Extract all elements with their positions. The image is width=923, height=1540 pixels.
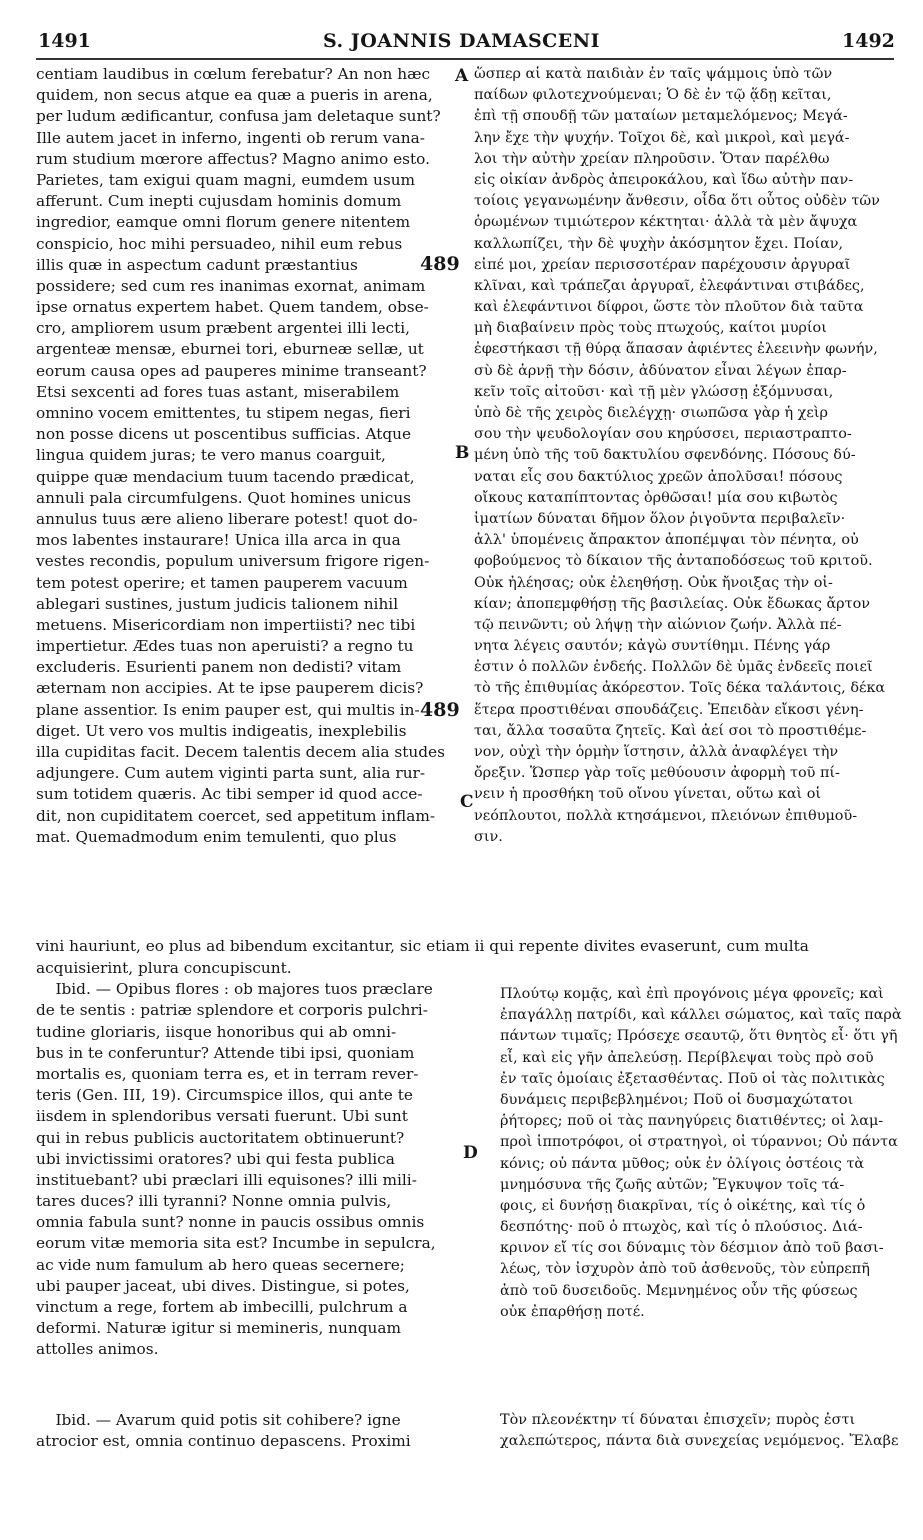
latin-text-line: æternam non accipies. At te ipse pauperem dicis? <box>36 679 424 698</box>
left-page-number: 1491 <box>38 30 91 52</box>
latin-text-line: tem potest operire; et tamen pauperem vacuum <box>36 573 408 592</box>
latin-text-line: omnia fabula sunt? nonne in paucis ossibus omnis <box>36 1213 425 1232</box>
greek-text-line: δεσπότης· ποῦ ὁ πτωχὸς, καὶ τίς ὁ πλούσιος. Διά- <box>500 1219 863 1236</box>
latin-text-line: de te sentis : patriæ splendore et corporis pulchri- <box>36 1001 428 1020</box>
greek-column-middle <box>500 984 902 1323</box>
greek-text-line: καὶ ἐλεφάντινοι δίφροι, ὥστε τὸν πλοῦτον διὰ ταῦτα <box>474 299 864 316</box>
latin-text-line: ablegari sustines, justum judicis talionem nihil <box>36 594 399 613</box>
greek-text-line: κρινον εἴ τίς σοι δύναμις τὸν δέσμιον ἀπὸ τοῦ βασι- <box>500 1240 884 1257</box>
latin-text-line: mos labentes instaurare! Unica illa arca in qua <box>36 531 401 550</box>
greek-text-line: εἶ, καὶ εἰς γῆν ἀπελεύσῃ. Περίβλεψαι τοὺς πρὸ σοῦ <box>500 1049 874 1066</box>
latin-text-line: illis quæ in aspectum cadunt præstantius <box>36 255 358 274</box>
latin-text-line: eorum causa opes ad pauperes minime transeant? <box>36 361 427 380</box>
greek-text-line: παίδων φιλοτεχνούμεναι; Ὁ δὲ ἐν τῷ ᾅδῃ κεῖται, <box>474 87 832 104</box>
greek-text-line: νειν ἡ προσθήκη τοῦ οἴνου γίνεται, οὕτω καὶ οἱ <box>474 786 822 803</box>
greek-text-line: εἰπέ μοι, χρείαν περισσοτέραν παρέχουσιν ἀργυραῖ <box>474 256 851 273</box>
greek-text-line: τὸ τῆς ἐπιθυμίας ἀκόρεστον. Τοῖς δέκα ταλάντοις, δέκα <box>474 680 886 697</box>
latin-text-line: impertietur. Ædes tuas non aperuisti? a regno tu <box>36 637 414 656</box>
greek-text-line: νητα λέγεις σαυτόν; κἀγὼ συντίθημι. Πένης γάρ <box>474 638 831 655</box>
greek-text-line: Τὸν πλεονέκτην τί δύναται ἐπισχεῖν; πυρὸς ἐστι <box>500 1412 856 1428</box>
latin-text-line: diget. Ut vero vos multis indigeatis, inexplebilis <box>36 721 407 740</box>
latin-text-line: mat. Quemadmodum enim temulenti, quo plus <box>36 827 397 846</box>
greek-text-line: ὥσπερ αἱ κατὰ παιδιὰν ἐν ταῖς ψάμμοις ὑπὸ τῶν <box>474 66 833 82</box>
greek-text-line: ἱματίων δύναται δῆμον ὅλον ῥιγοῦντα περιβαλεῖν· <box>474 510 846 527</box>
latin-text-line: ubi pauper jaceat, ubi dives. Distingue, si potes, <box>36 1276 410 1295</box>
greek-text-line: πάντων τιμαῖς; Πρόσεχε σεαυτῷ, ὅτι θνητὸς εἶ· ὅτι γῆ <box>500 1028 898 1045</box>
greek-text-line: ὑπὸ δὲ τῆς χειρὸς διελέγχῃ· σιωπῶσα γὰρ ἡ χεὶρ <box>474 405 828 421</box>
greek-text-line: μνημόσυνα τῆς ζωῆς αὐτῶν; Ἔγκυψον τοῖς τά- <box>500 1176 845 1193</box>
margin-column-number: 489 <box>420 699 460 721</box>
latin-text-line: illa cupiditas facit. Decem talentis decem alia studes <box>36 743 445 761</box>
greek-text-line: νεόπλουτοι, πολλὰ κτησάμενοι, πλειόνων ἐπιθυμοῦ- <box>474 807 858 824</box>
latin-column-middle <box>36 958 436 1361</box>
latin-text-line: acquisierint, plura concupiscunt. <box>36 959 292 977</box>
greek-text-line: σιν. <box>474 828 503 845</box>
right-page-number: 1492 <box>842 30 895 52</box>
greek-text-line: ἕτερα προστιθέναι σπουδάζεις. Ἐπειδὰν εἴκοσι γένη- <box>474 701 864 718</box>
latin-text-line: adjungere. Cum autem viginti parta sunt, alia rur- <box>36 764 426 783</box>
greek-text-line: λην ἔχε τὴν ψυχήν. Τοῖχοι δὲ, καὶ μικροὶ, καὶ μεγά- <box>474 129 850 146</box>
greek-text-line: προὶ ἱπποτρόφοι, οἱ στρατηγοὶ, οἱ τύραννοι; Οὐ πάντα <box>500 1134 898 1151</box>
latin-text-line: afferunt. Cum inepti cujusdam hominis domum <box>36 192 402 211</box>
latin-text-line: plane assentior. Is enim pauper est, qui multis in- <box>36 700 420 719</box>
greek-text-line: λέως, τὸν ἰσχυρὸν ἀπὸ τοῦ ἀσθενοῦς, τὸν εὐπρεπῆ <box>500 1261 870 1278</box>
greek-text-line: κεῖν τοῖς αἰτοῦσι· καὶ τῇ μὲν γλώσσῃ ἐξόμνυσαι, <box>474 383 834 400</box>
greek-text-line: νον, οὐχὶ τὴν ὁρμὴν ἵστησιν, ἀλλὰ ἀναφλέγει τὴν <box>474 744 839 760</box>
latin-text-line: mortalis es, quoniam terra es, et in terram rever- <box>36 1064 419 1083</box>
greek-text-line: κλῖναι, καὶ τράπεζαι ἀργυραῖ, ἐλεφάντιναι στιβάδες, <box>474 277 865 294</box>
latin-text-line: per ludum ædificantur, confusa jam deletaque sunt? <box>36 107 441 126</box>
section-marker-d: D <box>463 1143 478 1163</box>
greek-text-line: σου τὴν ψευδολογίαν σου κηρύσσει, περιαστραπτο- <box>474 426 852 443</box>
latin-text-line: bus in te conferuntur? Attende tibi ipsi, quoniam <box>36 1043 415 1062</box>
greek-text-line: ἐν ταῖς ὁμοίαις ἐξετασθέντας. Ποῦ οἱ τὰς πολιτικὰς <box>500 1070 885 1087</box>
latin-text-line: lingua quidem juras; te vero manus coarguit, <box>36 446 386 465</box>
latin-text-line: atrocior est, omnia continuo depascens. Proximi <box>36 1432 411 1451</box>
latin-text-line: annulus tuus ære alieno liberare potest! quot do- <box>36 509 418 528</box>
latin-text-line: vinctum a rege, fortem ab imbecilli, pulchrum a <box>36 1298 408 1316</box>
greek-text-line: ῥήτορες; ποῦ οἱ τὰς πανηγύρεις διατιθέντες; οἱ λαμ- <box>500 1113 884 1130</box>
greek-text-line: ἀπὸ τοῦ δυσειδοῦς. Μεμνημένος οὖν τῆς φύσεως <box>500 1282 858 1299</box>
greek-text-line: ναται εἷς σου δακτύλιος χρεῶν ἀπολῦσαι! πόσους <box>474 468 843 485</box>
greek-text-line: ἐφεστήκασι τῇ θύρᾳ ἅπασαν ἀφιέντες ἐλεεινὴν φωνήν, <box>474 341 878 358</box>
header-rule <box>36 58 894 60</box>
latin-text-line: centiam laudibus in cœlum ferebatur? An non hæc <box>36 65 431 83</box>
greek-text-line: σὺ δὲ ἀρνῇ τὴν δόσιν, ἀδύνατον εἶναι λέγων ἐπαρ- <box>474 362 847 379</box>
greek-text-line: ται, ἄλλα τοσαῦτα ζητεῖς. Καὶ ἀεί σοι τὸ προστιθέμε- <box>474 722 867 739</box>
greek-text-line: ἐστιν ὁ πολλῶν ἐνδεής. Πολλῶν δὲ ὑμᾶς ἐνδεεῖς ποιεῖ <box>474 659 873 676</box>
latin-text-line: ipse ornatus expertem habet. Quem tandem, obse- <box>36 298 429 317</box>
greek-text-line: Πλούτῳ κομᾷς, καὶ ἐπὶ προγόνοις μέγα φρονεῖς; καὶ <box>500 986 884 1002</box>
latin-text-line: cro, ampliorem usum præbent argentei illi lecti, <box>36 319 410 338</box>
greek-text-line: λοι τὴν αὐτὴν χρείαν πληροῦσιν. Ὅταν παρέλθω <box>474 150 830 167</box>
latin-text-line: attolles animos. <box>36 1340 159 1359</box>
latin-text-line: metuens. Misericordiam non impertiisti? nec tibi <box>36 615 416 634</box>
greek-text-line: οἴκους καταπίπτοντας ὀρθῶσαι! μία σου κιβωτὸς <box>474 489 838 506</box>
greek-text-line: καλλωπίζει, τὴν δὲ ψυχὴν ἀκόσμητον ἔχει. Ποίαν, <box>474 235 844 252</box>
latin-text-line: excluderis. Esurienti panem non dedisti? vitam <box>36 658 402 677</box>
latin-text-line: Ille autem jacet in inferno, ingenti ob rerum vana- <box>36 128 425 147</box>
latin-text-line: ac vide num famulum ab hero queas secernere; <box>36 1255 405 1274</box>
latin-text-line: teris (Gen. III, 19). Circumspice illos, qui ante te <box>36 1086 413 1105</box>
greek-column-top <box>474 64 885 848</box>
latin-text-line: deformi. Naturæ igitur si memineris, nunquam <box>36 1319 402 1338</box>
latin-text-line: Parietes, tam exigui quam magni, eumdem usum <box>36 170 416 189</box>
greek-text-line: Οὐκ ἠλέησας; οὐκ ἐλεηθήσῃ. Οὐκ ἤνοιξας τὴν οἰ- <box>474 574 833 591</box>
latin-text-line: tares duces? illi tyranni? Nonne omnia pulvis, <box>36 1192 392 1211</box>
greek-text-line: κίαν; ἀποπεμφθήσῃ τῆς βασιλείας. Οὐκ ἔδωκας ἄρτον <box>474 595 871 612</box>
latin-text-line: ingredior, eamque omni florum genere nitentem <box>36 213 411 232</box>
greek-text-line: ἐπὶ τῇ σπουδῇ τῶν ματαίων μεταμελόμενος; Μεγά- <box>474 108 848 125</box>
latin-full-width-line: vini hauriunt, eo plus ad bibendum excitantur, sic etiam ii qui repente divites evaserunt, cum multa <box>36 937 809 955</box>
latin-text-line: instituebant? ubi præclari illi equisones? illi mili- <box>36 1170 417 1189</box>
latin-text-line: iisdem in splendoribus versati fuerunt. Ubi sunt <box>36 1107 408 1126</box>
latin-text-line: quippe quæ mendacium tuum tacendo prædicat, <box>36 467 415 486</box>
greek-text-line: ἐπαγάλλῃ πατρίδι, καὶ κάλλει σώματος, καὶ ταῖς παρὰ <box>500 1007 902 1024</box>
section-marker-b: B <box>455 443 470 463</box>
latin-text-line: qui in rebus publicis auctoritatem obtinuerunt? <box>36 1128 405 1147</box>
greek-text-line: ἀλλ' ὑπομένεις ἄπρακτον ἀποπέμψαι τὸν πένητα, οὐ <box>474 532 859 549</box>
latin-text-line: non posse dicens ut poscentibus sufficias. Atque <box>36 425 412 444</box>
margin-column-number: 489 <box>420 253 460 275</box>
greek-text-line: οὐκ ἐπαρθήσῃ ποτέ. <box>500 1303 645 1320</box>
greek-text-line: εἰς οἰκίαν ἀνδρὸς ἀπειροκάλου, καὶ ἴδω αὐτὴν παν- <box>474 171 854 188</box>
latin-text-line: omnino vocem emittentes, tu stipem negas, fieri <box>36 404 411 422</box>
latin-text-line: tudine gloriaris, iisque honoribus qui ab omni- <box>36 1022 397 1041</box>
greek-text-line: κόνις; οὐ πάντα μῦθος; οὐκ ἐν ὀλίγοις ὀστέοις τὰ <box>500 1155 865 1172</box>
latin-text-line: dit, non cupiditatem coercet, sed appetitum inflam- <box>36 806 436 825</box>
latin-column-bottom <box>36 1410 411 1452</box>
running-title: S. JOANNIS DAMASCENI <box>322 30 601 52</box>
latin-text-line: sum totidem quæris. Ac tibi semper id quod acce- <box>36 785 423 804</box>
latin-text-line: rum studium mœrore affectus? Magno animo esto. <box>36 149 430 168</box>
greek-text-line: χαλεπώτερος, πάντα διὰ συνεχείας νεμόμενος. Ἔλαβε <box>500 1433 899 1450</box>
greek-text-line: μένη ὑπὸ τῆς τοῦ δακτυλίου σφενδόνης. Πόσους δύ- <box>474 447 856 464</box>
greek-text-line: δυνάμεις περιβεβλημένοι; Ποῦ οἱ δυσμαχώτατοι <box>500 1091 854 1108</box>
latin-text-line: argenteæ mensæ, eburnei tori, eburneæ sellæ, ut <box>36 340 424 359</box>
greek-text-line: ὄρεξιν. Ὥσπερ γὰρ τοῖς μεθύουσιν ἀφορμὴ τοῦ πί- <box>474 765 840 782</box>
section-marker-c: C <box>460 792 474 812</box>
greek-text-line: ὁρωμένων τιμιώτερον κέκτηται· ἀλλὰ τὰ μὲν ἄψυχα <box>474 214 858 231</box>
latin-text-line: eorum vitæ memoria sita est? Incumbe in sepulcra, <box>36 1234 436 1253</box>
greek-text-line: μὴ διαβαίνειν πρὸς τοὺς πτωχούς, καίτοι μυρίοι <box>474 320 827 337</box>
latin-text-line: Ibid. — Avarum quid potis sit cohibere? igne <box>36 1411 401 1429</box>
latin-text-line: conspicio, hoc mihi persuadeo, nihil eum rebus <box>36 234 403 253</box>
section-marker-a: A <box>455 66 469 86</box>
latin-text-line: vestes recondis, populum universum frigore rigen- <box>36 552 430 571</box>
latin-text-line: Etsi sexcenti ad fores tuas astant, miserabilem <box>36 382 400 401</box>
greek-text-line: τοίοις γεγανωμένην ἄνθεσιν, οἶδα ὅτι οὗτος οὐδὲν τῶν <box>474 193 880 210</box>
greek-text-line: φοις, εἰ δυνήσῃ διακρῖναι, τίς ὁ οἰκέτης, καὶ τίς ὁ <box>500 1197 866 1214</box>
greek-text-line: τῷ πεινῶντι; οὐ λήψῃ τὴν αἰώνιον ζωήν. Ἀλλὰ πέ- <box>474 616 842 633</box>
greek-column-bottom <box>500 1410 898 1452</box>
latin-text-line: quidem, non secus atque ea quæ a pueris in arena, <box>36 86 433 105</box>
latin-text-line: annuli pala circumfulgens. Quot homines unicus <box>36 488 412 507</box>
latin-column-top <box>36 64 445 848</box>
latin-text-line: Ibid. — Opibus flores : ob majores tuos præclare <box>36 980 433 999</box>
latin-text-line: possidere; sed cum res inanimas exornat, animam <box>36 276 426 295</box>
greek-text-line: φοβούμενος τὸ δίκαιον τῆς ἀνταποδόσεως τοῦ κριτοῦ. <box>474 553 873 570</box>
latin-text-line: ubi invictissimi oratores? ubi qui festa publica <box>36 1149 395 1168</box>
